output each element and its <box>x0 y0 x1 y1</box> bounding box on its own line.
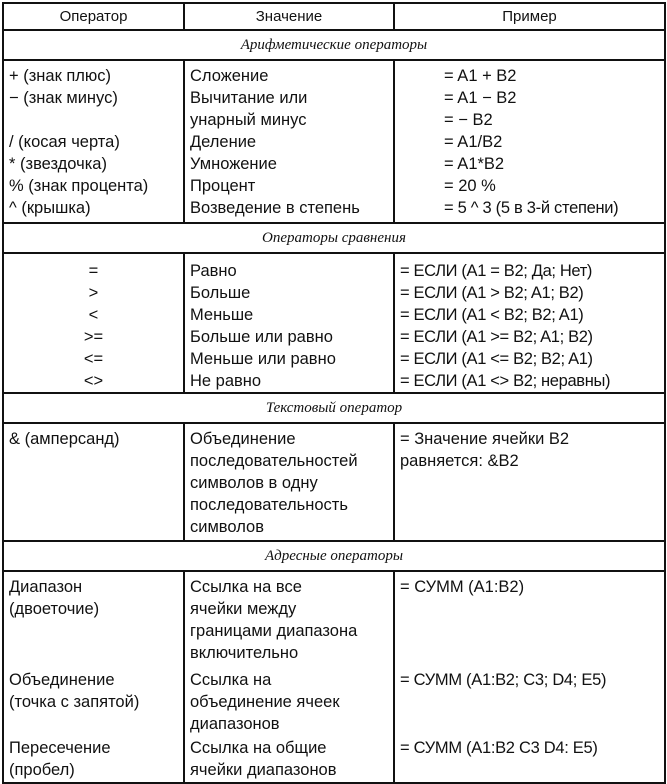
meaning-range-line-3: границами диапазона <box>190 622 358 640</box>
intersection-operator-cell <box>3 737 184 783</box>
operator-plus: + (знак плюс) <box>9 67 112 85</box>
union-operator-cell <box>3 669 184 737</box>
header-row <box>3 3 665 30</box>
operator-greater-equal: >= <box>83 328 104 346</box>
example-addition: = A1 + B2 <box>444 67 517 85</box>
meaning-intersection-line-2: ячейки диапазонов <box>190 761 337 779</box>
section-title-comparison: Операторы сравнения <box>3 223 665 253</box>
example-union: = СУММ (A1:B2; C3; D4; E5) <box>400 671 607 689</box>
meaning-range-line-1: Ссылка на все <box>190 578 302 596</box>
operator-slash: / (косая черта) <box>9 133 120 151</box>
operator-greater: > <box>88 284 99 302</box>
meaning-not-equal: Не равно <box>190 372 262 390</box>
range-operator-cell <box>3 571 184 669</box>
operator-minus: − (знак минус) <box>9 89 118 107</box>
example-concat-line-1: = Значение ячейки B2 <box>400 430 570 448</box>
operator-range-note: (двоеточие) <box>9 600 100 618</box>
example-range: = СУММ (A1:B2) <box>400 578 525 596</box>
operator-union-note: (точка с запятой) <box>9 693 140 711</box>
table-row-intersection <box>3 737 665 783</box>
operator-less-equal: <= <box>83 350 104 368</box>
meaning-power: Возведение в степень <box>190 199 360 217</box>
example-percent: = 20 % <box>444 177 496 195</box>
operator-blank <box>9 109 178 131</box>
operator-caret: ^ (крышка) <box>9 199 91 217</box>
operator-ampersand: & (амперсанд) <box>9 430 120 448</box>
example-greater: = ЕСЛИ (A1 > B2; A1; B2) <box>400 284 584 302</box>
table-row-union <box>3 669 665 737</box>
arithmetic-examples-cell <box>394 60 665 223</box>
meaning-concat-line-3: символов в одну <box>190 474 318 492</box>
example-less: = ЕСЛИ (A1 < B2; B2; A1) <box>400 306 584 324</box>
union-example-cell <box>394 669 665 737</box>
operator-not-equal: <> <box>83 372 104 390</box>
intersection-meaning-cell <box>184 737 394 783</box>
table-row-range <box>3 571 665 669</box>
meaning-equal: Равно <box>190 262 237 280</box>
operator-range: Диапазон <box>9 578 83 596</box>
meaning-union-line-2: объединение ячеек <box>190 693 340 711</box>
example-greater-equal: = ЕСЛИ (A1 >= B2; A1; B2) <box>400 328 593 346</box>
text-meaning-cell <box>184 423 394 541</box>
meaning-range-line-2: ячейки между <box>190 600 297 618</box>
operator-intersection-note: (пробел) <box>9 761 75 779</box>
operator-less: < <box>88 306 99 324</box>
meaning-concat-line-1: Объединение <box>190 430 296 448</box>
operators-table <box>2 2 666 784</box>
example-not-equal: = ЕСЛИ (A1 <> B2; неравны) <box>400 372 611 390</box>
example-multiplication: = A1*B2 <box>444 155 505 173</box>
section-row-text <box>3 393 665 423</box>
meaning-subtraction: Вычитание или <box>190 89 308 107</box>
header-meaning: Значение <box>184 3 394 30</box>
meaning-union-line-1: Ссылка на <box>190 671 272 689</box>
operator-percent: % (знак процента) <box>9 177 149 195</box>
example-intersection: = СУММ (A1:B2 C3 D4: E5) <box>400 739 598 757</box>
comparison-operators-cell <box>3 253 184 393</box>
meaning-percent: Процент <box>190 177 256 195</box>
table-row-comparison <box>3 253 665 393</box>
text-operator-cell <box>3 423 184 541</box>
meaning-unary-minus: унарный минус <box>190 111 307 129</box>
meaning-greater: Больше <box>190 284 251 302</box>
example-equal: = ЕСЛИ (A1 = B2; Да; Нет) <box>400 262 593 280</box>
meaning-addition: Сложение <box>190 67 269 85</box>
section-title-address: Адресные операторы <box>3 541 665 571</box>
arithmetic-meanings-cell <box>184 60 394 223</box>
section-row-comparison <box>3 223 665 253</box>
table-row-arithmetic <box>3 60 665 223</box>
example-power: = 5 ^ 3 (5 в 3-й степени) <box>444 199 619 217</box>
operator-equal: = <box>88 262 99 280</box>
meaning-concat-line-2: последовательностей <box>190 452 358 470</box>
section-row-address <box>3 541 665 571</box>
meaning-division: Деление <box>190 133 257 151</box>
example-unary-minus: = − B2 <box>444 111 493 129</box>
section-title-arithmetic: Арифметические операторы <box>3 30 665 60</box>
range-meaning-cell <box>184 571 394 669</box>
text-example-cell <box>394 423 665 541</box>
comparison-meanings-cell <box>184 253 394 393</box>
comparison-examples-cell <box>394 253 665 393</box>
table-row-text <box>3 423 665 541</box>
operator-intersection: Пересечение <box>9 739 111 757</box>
meaning-multiplication: Умножение <box>190 155 277 173</box>
meaning-range-line-4: включительно <box>190 644 299 662</box>
example-less-equal: = ЕСЛИ (A1 <= B2; B2; A1) <box>400 350 593 368</box>
example-concat-line-2: равняется: &B2 <box>400 452 519 470</box>
union-meaning-cell <box>184 669 394 737</box>
meaning-intersection-line-1: Ссылка на общие <box>190 739 327 757</box>
section-title-text: Текстовый оператор <box>3 393 665 423</box>
header-example: Пример <box>394 3 665 30</box>
meaning-union-line-3: диапазонов <box>190 715 280 733</box>
range-example-cell <box>394 571 665 669</box>
intersection-example-cell <box>394 737 665 783</box>
example-subtraction: = A1 − B2 <box>444 89 517 107</box>
example-division: = A1/B2 <box>444 133 503 151</box>
section-row-arithmetic <box>3 30 665 60</box>
operator-asterisk: * (звездочка) <box>9 155 107 173</box>
operator-union: Объединение <box>9 671 115 689</box>
meaning-concat-line-5: символов <box>190 518 264 536</box>
meaning-less-equal: Меньше или равно <box>190 350 336 368</box>
meaning-greater-equal: Больше или равно <box>190 328 333 346</box>
meaning-less: Меньше <box>190 306 254 324</box>
meaning-concat-line-4: последовательность <box>190 496 348 514</box>
header-operator: Оператор <box>3 3 184 30</box>
arithmetic-operators-cell <box>3 60 184 223</box>
